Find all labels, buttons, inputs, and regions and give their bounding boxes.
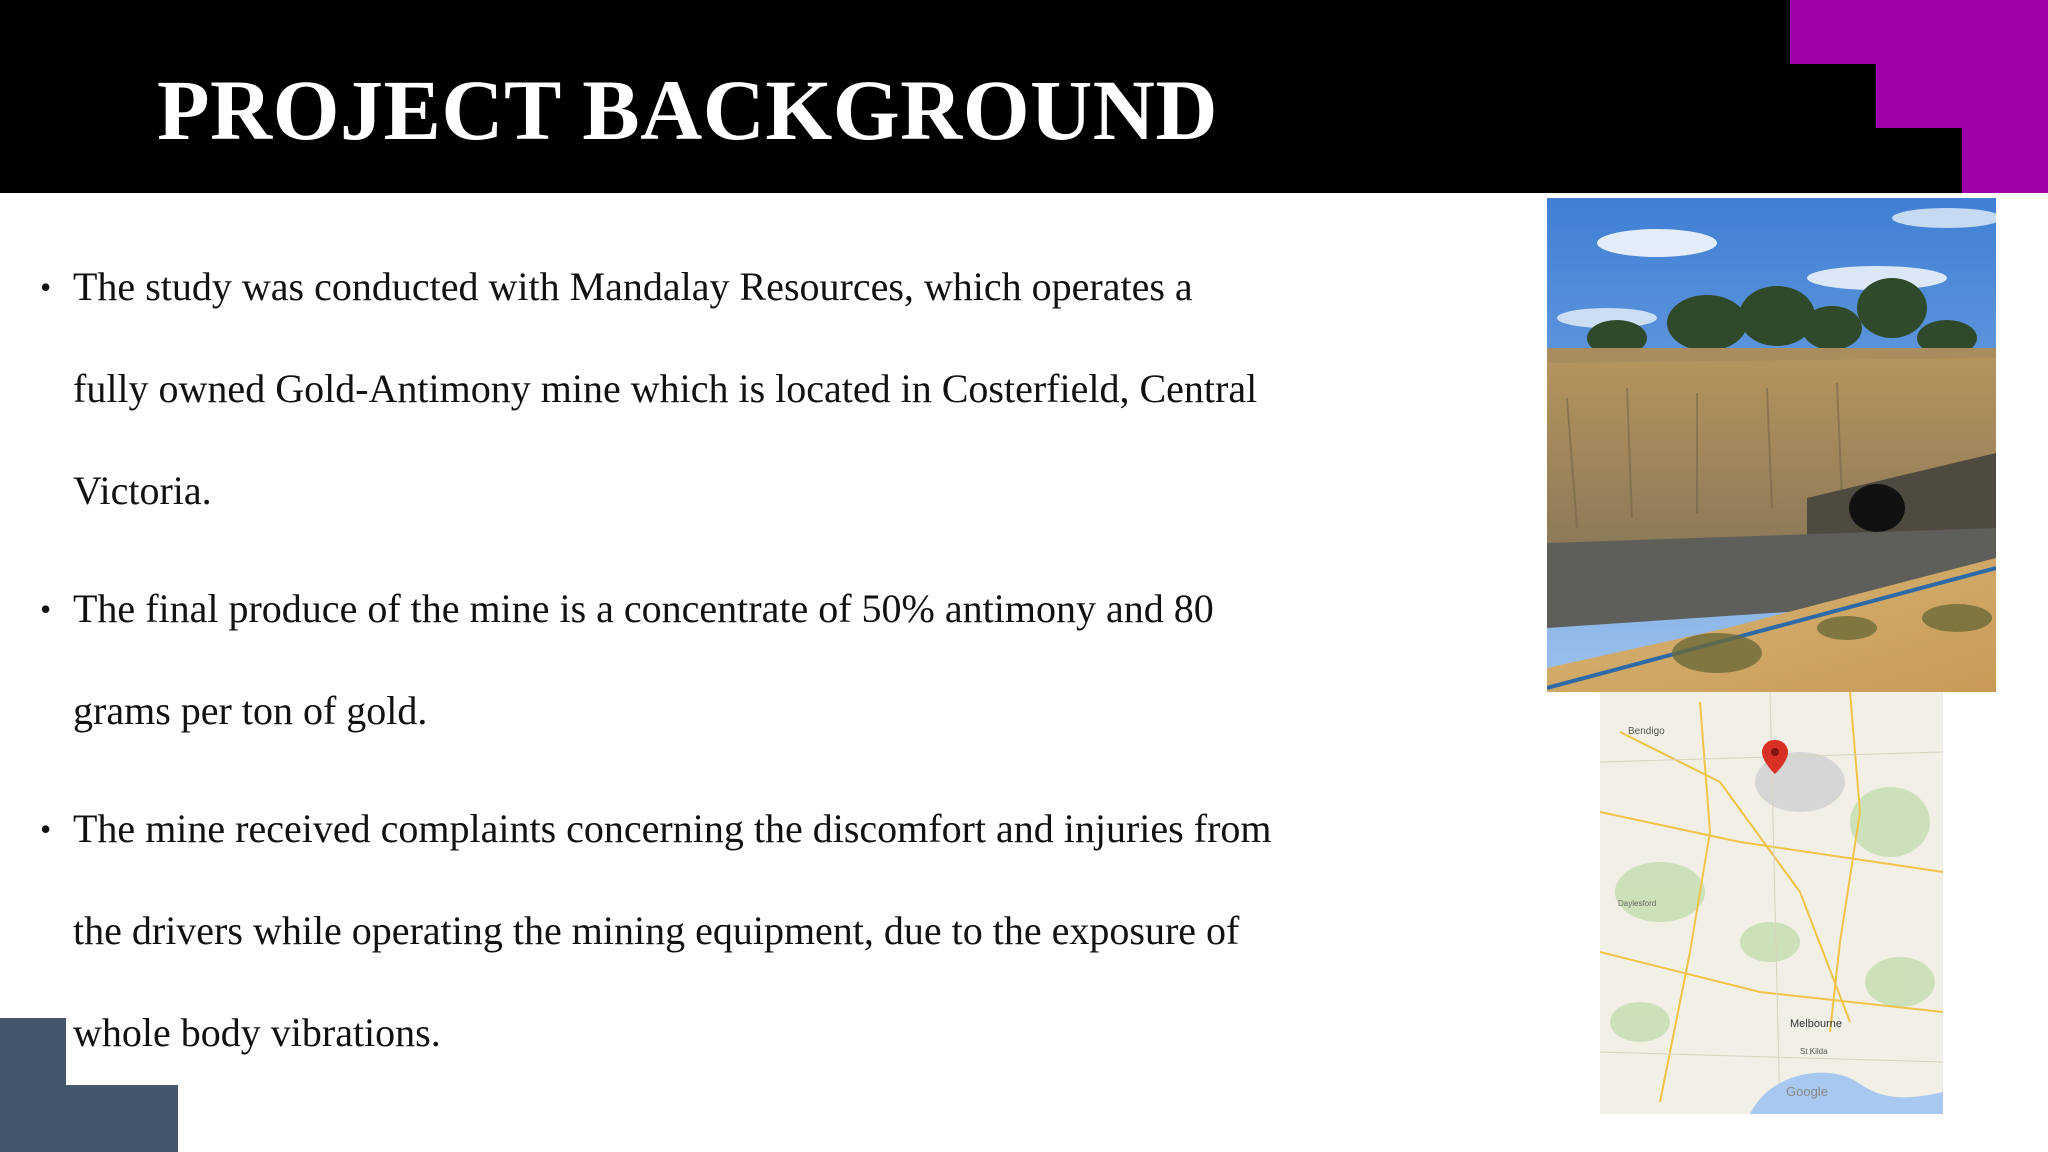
bullet-line: the drivers while operating the mining equipment, due to the exposure of	[73, 908, 1240, 953]
bullet-item	[36, 778, 1376, 1084]
bullet-item	[36, 558, 1376, 762]
slide-title: PROJECT BACKGROUND	[157, 62, 1218, 158]
bullet-line: The study was conducted with Mandalay Resources, which operates a	[73, 264, 1193, 309]
bullet-item	[36, 236, 1376, 542]
bullet-list	[36, 236, 1376, 1100]
map-label-suburb: St Kilda	[1800, 1047, 1828, 1056]
accent-corner-shape	[1790, 0, 2048, 193]
bullet-line: fully owned Gold-Antimony mine which is located in Costerfield, Central	[73, 366, 1258, 411]
bullet-line: Victoria.	[73, 468, 212, 513]
bullet-line: whole body vibrations.	[73, 1010, 441, 1055]
map-watermark: Google	[1786, 1084, 1828, 1099]
map-label-city-west: Daylesford	[1618, 899, 1657, 908]
bullet-line: The mine received complaints concerning the discomfort and injuries from	[73, 806, 1272, 851]
location-map	[1600, 692, 1943, 1114]
corner-decoration-shape	[0, 1018, 178, 1152]
bullet-line: grams per ton of gold.	[73, 688, 428, 733]
mine-photo	[1547, 198, 1996, 692]
bullet-dot: •	[40, 269, 52, 305]
bullet-line: The final produce of the mine is a concentrate of 50% antimony and 80	[73, 586, 1214, 631]
map-label-city-north: Bendigo	[1628, 726, 1665, 737]
bullet-dot: •	[40, 811, 52, 847]
map-label-city-main: Melbourne	[1790, 1018, 1842, 1030]
bullet-dot: •	[40, 591, 52, 627]
